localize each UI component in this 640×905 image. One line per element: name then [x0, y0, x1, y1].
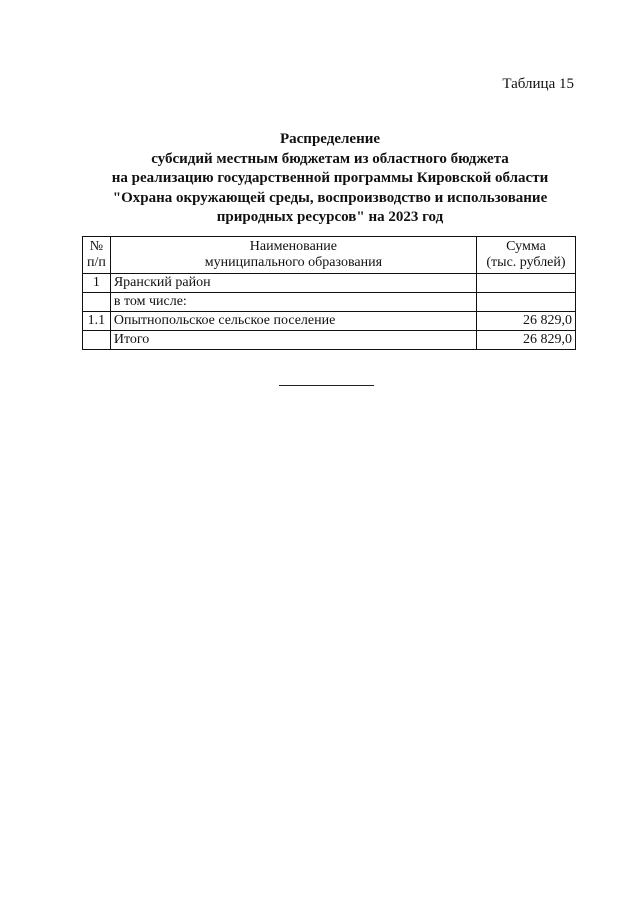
row-sum: 26 829,0 [476, 312, 575, 331]
table-row [83, 312, 576, 331]
table-row [83, 293, 576, 312]
header-name [110, 237, 476, 274]
table-row [83, 274, 576, 293]
row-name: Опытнопольское сельское поселение [110, 312, 476, 331]
header-num-line: п/п [86, 255, 106, 270]
end-divider [279, 385, 374, 386]
title-line: природных ресурсов" на 2023 год [216, 209, 444, 225]
row-num [83, 331, 111, 350]
header-sum [476, 237, 575, 274]
title-line: "Охрана окружающей среды, воспроизводство и использование [112, 189, 548, 206]
header-name-line: Наименование [249, 239, 338, 254]
row-name: в том числе: [110, 293, 476, 312]
row-sum: 26 829,0 [476, 331, 575, 350]
table-header-row [83, 237, 576, 274]
row-name: Итого [110, 331, 476, 350]
row-num [83, 293, 111, 312]
title-line: Распределение [279, 131, 381, 147]
header-num-line: № [89, 239, 104, 254]
subsidy-table [82, 236, 576, 350]
row-sum [476, 293, 575, 312]
table-number: Таблица 15 [502, 76, 574, 92]
row-sum [476, 274, 575, 293]
table-row-total [83, 331, 576, 350]
header-num [83, 237, 111, 274]
row-num: 1.1 [83, 312, 111, 331]
document-title [60, 130, 600, 228]
header-sum-line: Сумма [506, 239, 546, 254]
header-name-line: муниципального образования [204, 255, 383, 270]
row-num: 1 [83, 274, 111, 293]
row-name: Яранский район [110, 274, 476, 293]
title-line: субсидий местным бюджетам из областного бюджета [151, 150, 509, 167]
header-sum-line: (тыс. рублей) [486, 255, 566, 270]
title-line: на реализацию государственной программы Кировской области [111, 170, 549, 186]
